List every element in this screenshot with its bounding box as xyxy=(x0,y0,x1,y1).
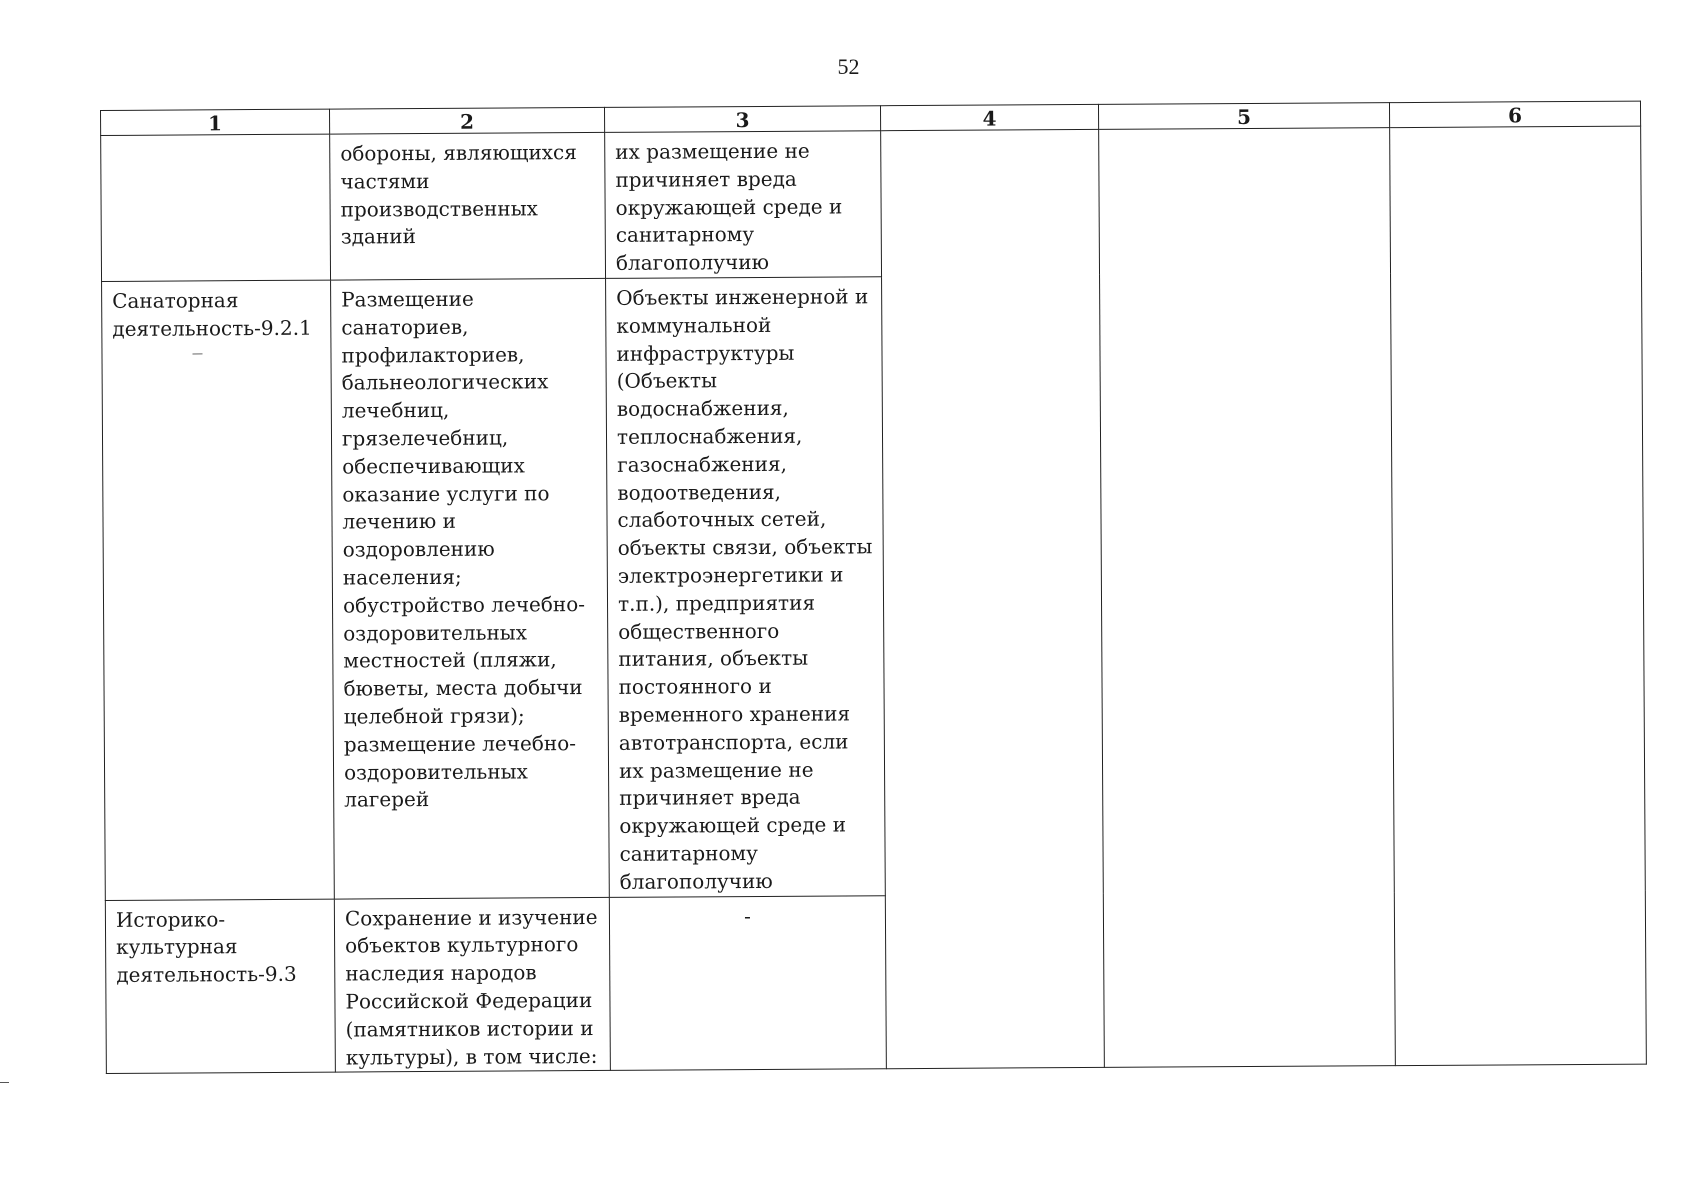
row-2-col-3 xyxy=(606,277,886,897)
row-2-auxiliary: Объекты инженерной и коммунальной инфраструктуры (Объекты водоснабжения, теплоснабжения, газоснабжения, водоотведения, слаботочных сетей, объекты связи, объекты электроэнергетики и т.п.), предприятия общественного питания, объекты постоянного и временного хранения автотранспорта, если их размещение не причиняет вреда окружающей среде и санитарному благополучию xyxy=(616,284,873,894)
col-4-empty xyxy=(881,129,1105,1069)
page-number: 52 xyxy=(837,54,860,79)
row-1-col-3 xyxy=(605,131,882,279)
header-col-5: 5 xyxy=(1098,103,1389,130)
row-3-auxiliary: - xyxy=(743,903,751,928)
table-row xyxy=(101,126,1642,281)
row-2-col-2 xyxy=(331,278,610,898)
header-col-1: 1 xyxy=(101,109,330,135)
row-1-description: обороны, являющихся частями производственных зданий xyxy=(340,140,577,249)
row-3-col-1 xyxy=(105,899,335,1074)
row-3-activity: Историко- культурная деятельность-9.3 xyxy=(115,906,297,988)
header-col-4: 4 xyxy=(880,104,1098,130)
row-2-description: Размещение санаториев, профилакториев, бальнеологических лечебниц, грязелечебниц, обеспечивающих оказание услуги по лечению и оздоровлению населения; обустройство лечебно- оздоровительных местностей (пляжи, бюветы, места добычи целебной грязи); размещение лечебно- оздоровительных лагерей xyxy=(341,286,586,812)
row-2-activity: Санаторная деятельность-9.2.1 xyxy=(112,288,312,341)
scan-edge-mark xyxy=(0,1082,9,1083)
row-3-col-2 xyxy=(334,897,610,1072)
col-6-empty xyxy=(1390,126,1647,1066)
col-5-empty xyxy=(1099,128,1396,1068)
row-3-description: Сохранение и изучение объектов культурного наследия народов Российской Федерации (памятников истории и культуры), в том числе: xyxy=(344,904,598,1070)
row-2-col-1 xyxy=(102,280,335,900)
row-1-auxiliary: их размещение не причиняет вреда окружающей среде и санитарному благополучию xyxy=(615,138,843,276)
row-1-activity xyxy=(111,141,319,142)
pen-mark xyxy=(192,353,202,354)
header-col-6: 6 xyxy=(1389,101,1640,128)
row-3-col-3 xyxy=(609,895,886,1070)
row-1-col-1 xyxy=(101,134,331,281)
row-1-col-2 xyxy=(330,132,606,280)
header-col-2: 2 xyxy=(329,107,604,134)
land-use-table xyxy=(100,101,1647,1075)
header-col-3: 3 xyxy=(604,106,880,133)
